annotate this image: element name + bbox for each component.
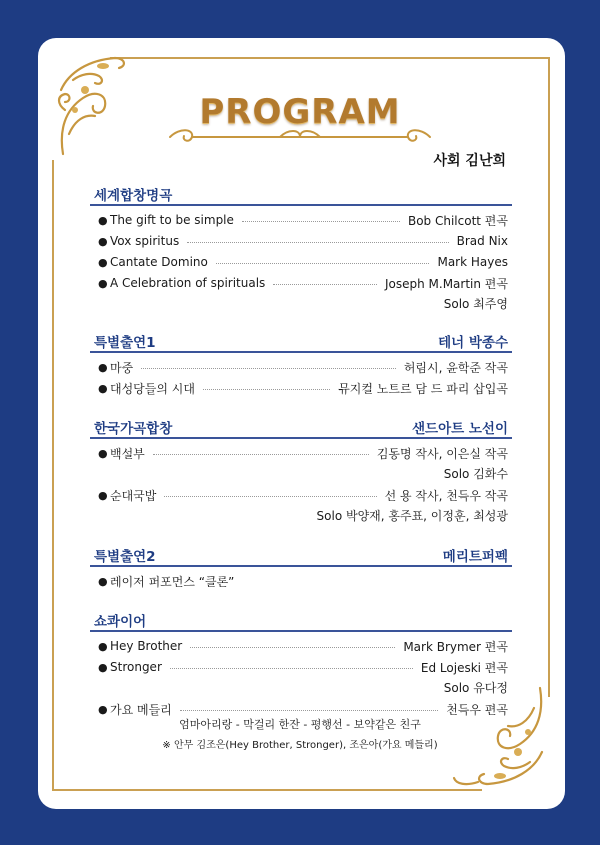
section-rule [90,437,512,439]
solo-credit: Solo 최주영 [443,297,508,311]
section-heading-show-choir [94,610,508,628]
section-performer: 테너 박종수 [438,335,508,351]
bullet-icon: ● [98,213,108,227]
solo-credit: Solo 유다정 [443,681,508,695]
item-title: 대성당들의 시대 [110,381,195,396]
program-item [98,379,508,397]
item-title: Hey Brother [110,639,183,653]
item-credit: Mark Hayes [437,255,508,269]
section-heading-special-1 [94,331,508,349]
bullet-icon: ● [98,574,108,588]
item-title: 마중 [110,360,134,375]
bullet-icon: ● [98,360,108,374]
dot-leader [180,710,438,711]
choreography-note: ※ 안무 김조은(Hey Brother, Stronger), 조은아(가요 메들리) [162,740,438,751]
item-title: 순대국밥 [110,488,157,503]
dot-leader [242,221,400,222]
section-rule [90,351,512,353]
section-title: 세계합창명곡 [94,188,173,204]
section-performer: 샌드아트 노선이 [412,421,508,437]
item-title: Stronger [110,660,162,674]
item-title: The gift to be simple [110,213,234,227]
section-rule [90,630,512,632]
dot-leader [141,368,396,369]
dot-leader [216,263,430,264]
item-title: Cantate Domino [110,255,208,269]
frame-bottom-line [52,789,482,791]
section-rule [90,204,512,206]
frame-right-line [548,57,550,697]
item-credit: 뮤지컬 노트르 담 드 파리 삽입곡 [338,381,508,396]
dot-leader [153,454,369,455]
frame-left-line [52,160,54,790]
item-credit: Joseph M.Martin 편곡 [384,276,508,291]
bullet-icon: ● [98,276,108,290]
host-name: 사회 김난희 [433,153,506,169]
program-item [98,444,508,462]
program-item [98,232,508,250]
bullet-icon: ● [98,702,108,716]
item-credit: 천득우 편곡 [446,702,508,717]
section-title: 특별출연2 [94,549,156,565]
section-performer: 메리트퍼펙 [442,549,508,565]
section-title: 쇼콰이어 [94,614,147,630]
program-item [98,253,508,271]
program-item [98,486,508,504]
program-item [98,658,508,676]
solo-credit: Solo 김화수 [443,467,508,481]
bullet-icon: ● [98,446,108,460]
dot-leader [187,242,448,243]
dot-leader [170,668,413,669]
program-item [98,358,508,376]
dot-leader [203,389,330,390]
item-credit: Ed Lojeski 편곡 [420,660,508,675]
section-heading-special-2 [94,545,508,563]
item-credit: Brad Nix [456,234,508,248]
section-heading-korean-song [94,417,508,435]
bullet-icon: ● [98,234,108,248]
bullet-icon: ● [98,639,108,653]
item-title: 레이저 퍼포먼스 “클론” [110,574,235,589]
program-title: PROGRAM [199,92,401,132]
bullet-icon: ● [98,660,108,674]
title-swirl-icon [160,125,440,147]
item-title: 가요 메들리 [110,702,172,717]
dot-leader [164,496,376,497]
program-item [98,572,508,590]
dot-leader [273,284,377,285]
section-heading-world-choral [94,184,508,202]
section-title: 한국가곡합창 [94,421,173,437]
item-credit: Mark Brymer 편곡 [403,639,508,654]
item-credit: 선 용 작사, 천득우 작곡 [384,488,508,503]
section-title: 특별출연1 [94,335,156,351]
dot-leader [190,647,395,648]
item-credit: 허림시, 윤학준 작곡 [403,360,508,375]
solo-credit: Solo 박양재, 홍주표, 이정훈, 최성광 [316,509,508,523]
bullet-icon: ● [98,255,108,269]
program-item [98,637,508,655]
section-rule [90,565,512,567]
program-item [98,211,508,229]
medley-list: 엄마아리랑 - 막걸리 한잔 - 평행선 - 보약같은 친구 [179,718,421,731]
bullet-icon: ● [98,488,108,502]
bullet-icon: ● [98,381,108,395]
item-credit: 김동명 작사, 이은실 작곡 [376,446,508,461]
item-credit: Bob Chilcott 편곡 [407,213,508,228]
item-title: A Celebration of spirituals [110,276,266,290]
program-item [98,274,508,292]
item-title: 백설부 [110,446,145,461]
item-title: Vox spiritus [110,234,180,248]
frame-top-line [110,57,550,59]
